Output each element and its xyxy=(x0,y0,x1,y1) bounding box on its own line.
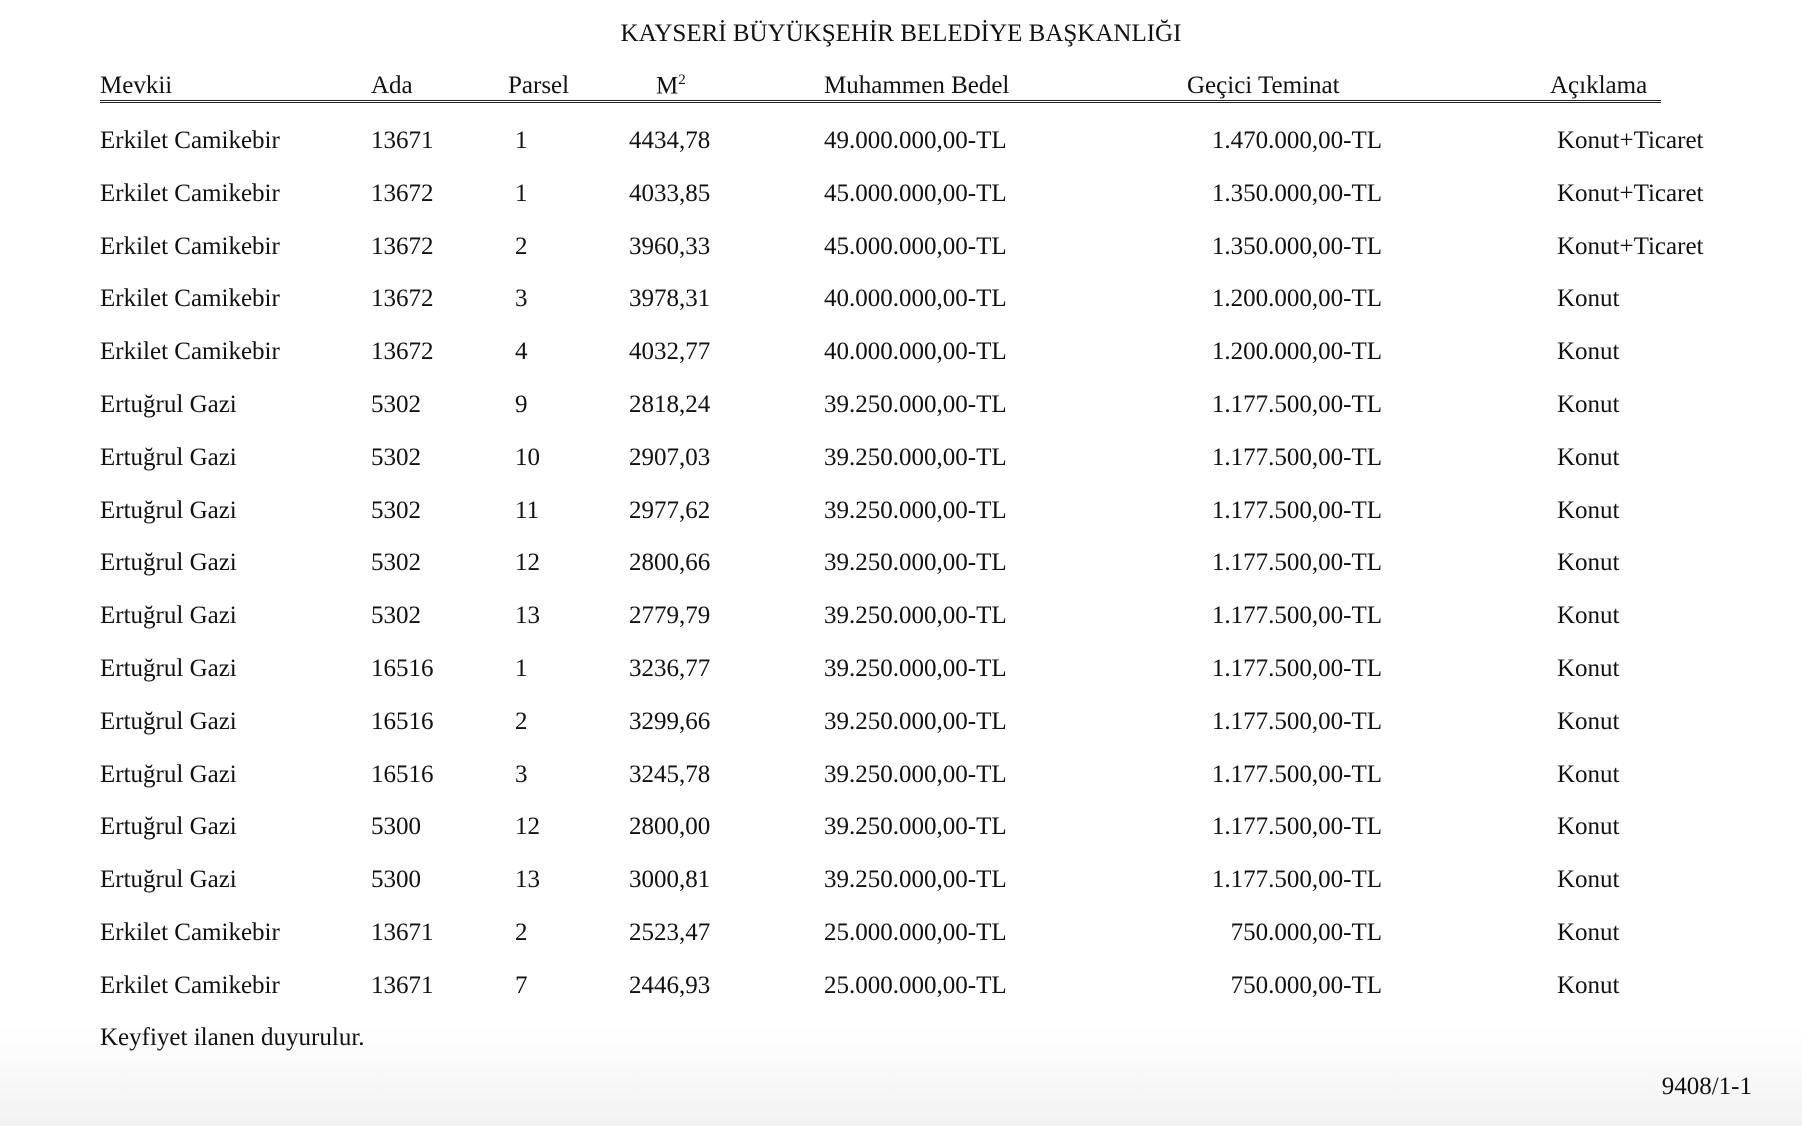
cell-m2: 4032,77 xyxy=(629,338,711,366)
header-mevkii: Mevkii xyxy=(100,72,173,99)
cell-teminat: 750.000,00-TL xyxy=(1230,919,1382,946)
cell-mevkii: Ertuğrul Gazi xyxy=(100,655,237,682)
cell-ada: 13671 xyxy=(371,919,434,946)
cell-ada: 13672 xyxy=(371,285,434,313)
cell-teminat: 1.350.000,00-TL xyxy=(1211,179,1382,207)
cell-parsel: 11 xyxy=(515,496,540,524)
cell-mevkii: Ertuğrul Gazi xyxy=(100,813,237,841)
cell-mevkii: Erkilet Camikebir xyxy=(100,127,280,154)
table-row xyxy=(0,919,1802,959)
cell-m2: 2977,62 xyxy=(629,496,711,524)
cell-bedel: 25.000.000,00-TL xyxy=(824,919,1007,946)
header-m2 xyxy=(656,72,686,100)
cell-ada: 5302 xyxy=(371,602,421,630)
table-row xyxy=(0,391,1802,431)
table-row xyxy=(0,127,1802,167)
cell-teminat: 1.177.500,00-TL xyxy=(1211,496,1382,524)
cell-mevkii: Ertuğrul Gazi xyxy=(100,549,237,577)
cell-bedel: 39.250.000,00-TL xyxy=(824,391,1007,418)
cell-m2: 2800,00 xyxy=(629,813,711,841)
cell-mevkii: Ertuğrul Gazi xyxy=(100,707,237,735)
cell-bedel: 39.250.000,00-TL xyxy=(824,602,1007,630)
cell-mevkii: Ertuğrul Gazi xyxy=(100,602,237,630)
header-aciklama: Açıklama xyxy=(1550,72,1648,99)
table-row xyxy=(0,655,1802,695)
cell-ada: 5300 xyxy=(371,813,421,841)
cell-ada: 5302 xyxy=(371,443,421,471)
cell-aciklama: Konut+Ticaret xyxy=(1557,127,1704,154)
cell-teminat: 1.350.000,00-TL xyxy=(1211,232,1382,260)
cell-bedel: 40.000.000,00-TL xyxy=(824,285,1007,313)
header-underline xyxy=(100,100,1661,103)
cell-parsel: 4 xyxy=(515,338,528,366)
cell-aciklama: Konut xyxy=(1557,813,1620,841)
cell-aciklama: Konut xyxy=(1557,971,1620,999)
document-title: KAYSERİ BÜYÜKŞEHİR BELEDİYE BAŞKANLIĞI xyxy=(620,20,1182,47)
cell-parsel: 1 xyxy=(515,127,528,154)
cell-parsel: 2 xyxy=(515,707,528,735)
cell-ada: 16516 xyxy=(371,707,434,735)
table-row xyxy=(0,602,1802,642)
cell-teminat: 1.177.500,00-TL xyxy=(1211,549,1382,577)
cell-mevkii: Ertuğrul Gazi xyxy=(100,760,237,788)
cell-m2: 4033,85 xyxy=(629,179,711,207)
cell-ada: 13671 xyxy=(371,127,434,154)
cell-aciklama: Konut xyxy=(1557,338,1620,366)
cell-teminat: 1.200.000,00-TL xyxy=(1211,285,1382,313)
cell-m2: 2446,93 xyxy=(629,971,711,999)
cell-teminat: 750.000,00-TL xyxy=(1230,971,1382,999)
table-row xyxy=(0,285,1802,325)
cell-mevkii: Erkilet Camikebir xyxy=(100,179,280,207)
footer-note: Keyfiyet ilanen duyurulur. xyxy=(100,1024,365,1051)
cell-ada: 13671 xyxy=(371,971,434,999)
cell-m2: 3978,31 xyxy=(629,285,711,313)
cell-m2: 4434,78 xyxy=(629,127,711,154)
cell-teminat: 1.200.000,00-TL xyxy=(1211,338,1382,366)
cell-aciklama: Konut xyxy=(1557,655,1620,682)
cell-bedel: 45.000.000,00-TL xyxy=(824,232,1007,260)
cell-ada: 13672 xyxy=(371,338,434,366)
cell-bedel: 25.000.000,00-TL xyxy=(824,971,1007,999)
cell-teminat: 1.177.500,00-TL xyxy=(1211,707,1382,735)
header-m2-sup: 2 xyxy=(678,72,686,88)
cell-m2: 3245,78 xyxy=(629,760,711,788)
cell-parsel: 13 xyxy=(515,602,540,630)
cell-bedel: 45.000.000,00-TL xyxy=(824,179,1007,207)
cell-bedel: 39.250.000,00-TL xyxy=(824,760,1007,788)
cell-parsel: 10 xyxy=(515,443,540,471)
cell-parsel: 2 xyxy=(515,919,528,946)
table-row xyxy=(0,444,1802,484)
cell-teminat: 1.177.500,00-TL xyxy=(1211,602,1382,630)
cell-aciklama: Konut xyxy=(1557,496,1620,524)
cell-aciklama: Konut xyxy=(1557,602,1620,630)
cell-parsel: 3 xyxy=(515,285,528,313)
cell-aciklama: Konut xyxy=(1557,443,1620,471)
table-row xyxy=(0,549,1802,589)
table-row xyxy=(0,233,1802,273)
table-row xyxy=(0,972,1802,1012)
cell-bedel: 39.250.000,00-TL xyxy=(824,866,1007,894)
cell-aciklama: Konut xyxy=(1557,707,1620,735)
cell-parsel: 1 xyxy=(515,655,528,682)
cell-teminat: 1.177.500,00-TL xyxy=(1211,760,1382,788)
cell-parsel: 9 xyxy=(515,391,528,418)
cell-mevkii: Erkilet Camikebir xyxy=(100,338,280,366)
cell-bedel: 49.000.000,00-TL xyxy=(824,127,1007,154)
cell-m2: 2779,79 xyxy=(629,602,711,630)
cell-parsel: 7 xyxy=(515,971,528,999)
cell-mevkii: Erkilet Camikebir xyxy=(100,919,280,946)
cell-bedel: 39.250.000,00-TL xyxy=(824,496,1007,524)
cell-parsel: 2 xyxy=(515,232,528,260)
cell-m2: 3236,77 xyxy=(629,655,711,682)
cell-m2: 3299,66 xyxy=(629,707,711,735)
table-row xyxy=(0,497,1802,537)
header-teminat: Geçici Teminat xyxy=(1187,72,1340,99)
cell-parsel: 12 xyxy=(515,549,540,577)
cell-parsel: 3 xyxy=(515,760,528,788)
table-row xyxy=(0,338,1802,378)
header-m2-label: M xyxy=(656,72,679,100)
cell-ada: 5302 xyxy=(371,549,421,577)
cell-m2: 2523,47 xyxy=(629,919,711,946)
cell-teminat: 1.177.500,00-TL xyxy=(1211,813,1382,841)
table-row xyxy=(0,180,1802,220)
cell-mevkii: Ertuğrul Gazi xyxy=(100,866,237,894)
cell-ada: 16516 xyxy=(371,760,434,788)
cell-aciklama: Konut xyxy=(1557,549,1620,577)
table-row xyxy=(0,761,1802,801)
cell-m2: 3000,81 xyxy=(629,866,711,894)
cell-mevkii: Ertuğrul Gazi xyxy=(100,443,237,471)
cell-mevkii: Erkilet Camikebir xyxy=(100,971,280,999)
cell-m2: 3960,33 xyxy=(629,232,711,260)
cell-aciklama: Konut xyxy=(1557,866,1620,894)
cell-teminat: 1.177.500,00-TL xyxy=(1211,655,1382,682)
page-number: 9408/1-1 xyxy=(1661,1073,1752,1100)
cell-aciklama: Konut xyxy=(1557,760,1620,788)
header-parsel: Parsel xyxy=(508,72,570,99)
cell-bedel: 39.250.000,00-TL xyxy=(824,549,1007,577)
table-row xyxy=(0,813,1802,853)
cell-m2: 2818,24 xyxy=(629,391,711,418)
cell-bedel: 40.000.000,00-TL xyxy=(824,338,1007,366)
cell-parsel: 13 xyxy=(515,866,540,894)
header-bedel: Muhammen Bedel xyxy=(824,72,1010,99)
cell-parsel: 1 xyxy=(515,179,528,207)
cell-ada: 5302 xyxy=(371,391,421,418)
cell-ada: 13672 xyxy=(371,232,434,260)
cell-m2: 2800,66 xyxy=(629,549,711,577)
cell-ada: 16516 xyxy=(371,655,434,682)
cell-mevkii: Ertuğrul Gazi xyxy=(100,496,237,524)
cell-aciklama: Konut xyxy=(1557,391,1620,418)
table-row xyxy=(0,866,1802,906)
cell-ada: 13672 xyxy=(371,179,434,207)
table-row xyxy=(0,708,1802,748)
header-ada: Ada xyxy=(371,72,413,99)
cell-m2: 2907,03 xyxy=(629,443,711,471)
cell-bedel: 39.250.000,00-TL xyxy=(824,813,1007,841)
cell-bedel: 39.250.000,00-TL xyxy=(824,707,1007,735)
cell-mevkii: Erkilet Camikebir xyxy=(100,232,280,260)
cell-aciklama: Konut xyxy=(1557,285,1620,313)
cell-bedel: 39.250.000,00-TL xyxy=(824,443,1007,471)
cell-teminat: 1.177.500,00-TL xyxy=(1211,391,1382,418)
cell-bedel: 39.250.000,00-TL xyxy=(824,655,1007,682)
cell-aciklama: Konut+Ticaret xyxy=(1557,232,1704,260)
cell-parsel: 12 xyxy=(515,813,540,841)
cell-aciklama: Konut xyxy=(1557,919,1620,946)
cell-teminat: 1.177.500,00-TL xyxy=(1211,443,1382,471)
cell-ada: 5300 xyxy=(371,866,421,894)
cell-aciklama: Konut+Ticaret xyxy=(1557,179,1704,207)
cell-ada: 5302 xyxy=(371,496,421,524)
cell-teminat: 1.177.500,00-TL xyxy=(1211,866,1382,894)
cell-mevkii: Ertuğrul Gazi xyxy=(100,391,237,418)
cell-mevkii: Erkilet Camikebir xyxy=(100,285,280,313)
cell-teminat: 1.470.000,00-TL xyxy=(1211,127,1382,154)
